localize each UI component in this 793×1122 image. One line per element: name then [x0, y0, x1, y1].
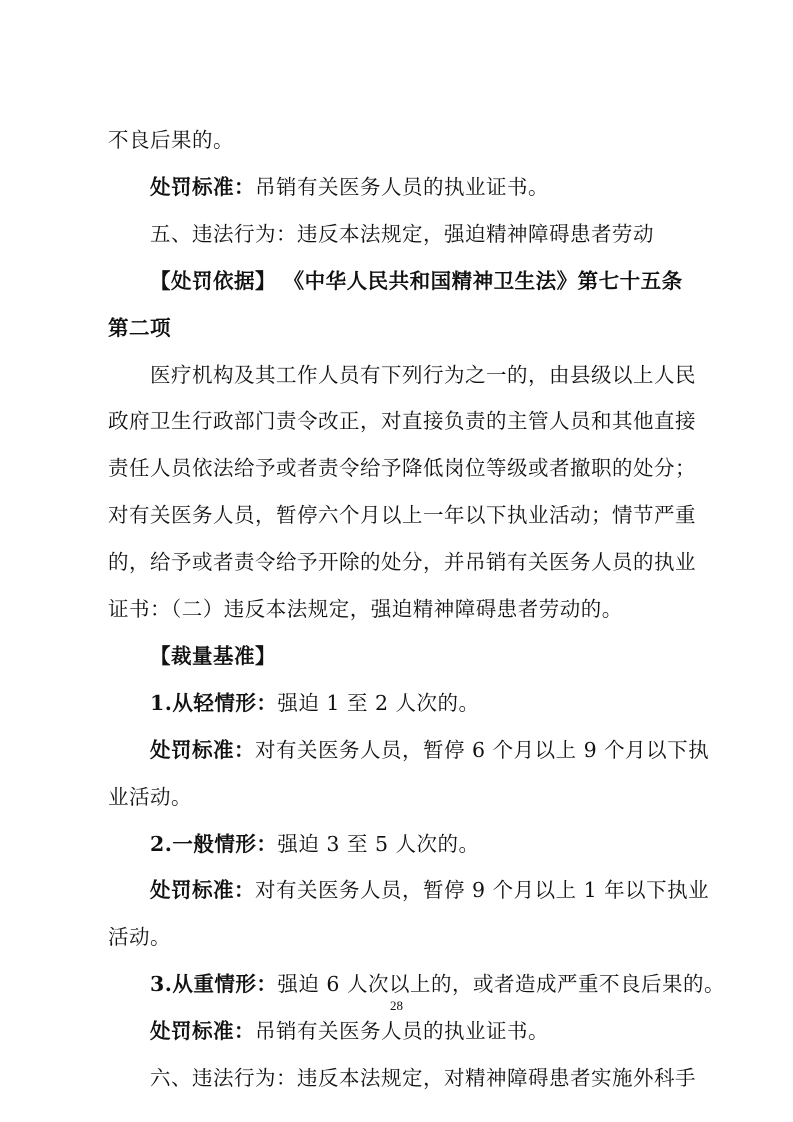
body-text: 政府卫生行政部门责令改正，对直接负责的主管人员和其他直接 [108, 409, 696, 434]
body-text: 吊销有关医务人员的执业证书。 [255, 174, 549, 199]
text-line [150, 1063, 696, 1093]
bold-text: 1.从轻情形： [150, 690, 278, 715]
body-text: 吊销有关医务人员的执业证书。 [255, 1019, 549, 1044]
text-line [108, 547, 696, 577]
text-line [150, 735, 710, 765]
bold-text: 2.一般情形： [150, 831, 278, 856]
text-line [108, 922, 693, 952]
body-text: 强迫 6 人次以上的，或者造成严重不良后果的。 [277, 972, 725, 997]
text-line [150, 1016, 693, 1046]
body-text: 六、违法行为：违反本法规定，对精神障碍患者实施外科手 [150, 1066, 696, 1090]
body-text: 对有关医务人员，暂停 9 个月以上 1 年以下执业 [255, 878, 710, 903]
body-text: 强迫 3 至 5 人次的。 [277, 831, 480, 856]
text-line [108, 406, 696, 436]
body-text: 医疗机构及其工作人员有下列行为之一的，由县级以上人民 [150, 362, 696, 387]
text-line [150, 641, 693, 671]
bold-text: 处罚标准： [150, 1019, 255, 1044]
body-text: 证书：（二）违反本法规定，强迫精神障碍患者劳动的。 [108, 597, 623, 621]
bold-text: 处罚标准： [150, 878, 255, 903]
text-line [108, 594, 693, 624]
body-text: 责任人员依法给予或者责令给予降低岗位等级或者撤职的处分； [108, 456, 696, 481]
body-text: 的，给予或者责令给予开除的处分，并吊销有关医务人员的执业 [108, 550, 696, 575]
bold-text: 处罚标准： [150, 737, 255, 762]
page-number: 28 [390, 998, 403, 1013]
body-text: 业活动。 [108, 784, 192, 809]
text-line [150, 829, 693, 859]
body-text: 强迫 1 至 2 人次的。 [277, 690, 480, 715]
bold-text: 【裁量基准】 [150, 643, 276, 668]
bold-text: 处罚标准： [150, 174, 255, 199]
body-text: 对有关医务人员，暂停 6 个月以上 9 个月以下执 [255, 737, 710, 762]
text-line [150, 688, 693, 718]
bold-text: 【处罚依据】 《中华人民共和国精神卫生法》第七十五条 [150, 268, 683, 293]
text-line [150, 969, 725, 999]
body-text: 对有关医务人员，暂停六个月以上一年以下执业活动；情节严重 [108, 503, 696, 528]
body-text: 不良后果的。 [108, 128, 234, 152]
text-line [150, 172, 693, 202]
text-line [108, 125, 693, 155]
text-line [108, 453, 696, 483]
text-line [150, 219, 693, 249]
text-line [108, 313, 693, 343]
text-line [150, 360, 696, 390]
bold-text: 3.从重情形： [150, 972, 278, 997]
text-line [150, 266, 693, 296]
bold-text: 第二项 [108, 315, 171, 340]
text-line [150, 875, 710, 905]
text-line [108, 782, 693, 812]
body-text: 活动。 [108, 925, 171, 950]
body-text: 五、违法行为：违反本法规定，强迫精神障碍患者劳动 [150, 221, 654, 246]
text-line [108, 500, 696, 530]
